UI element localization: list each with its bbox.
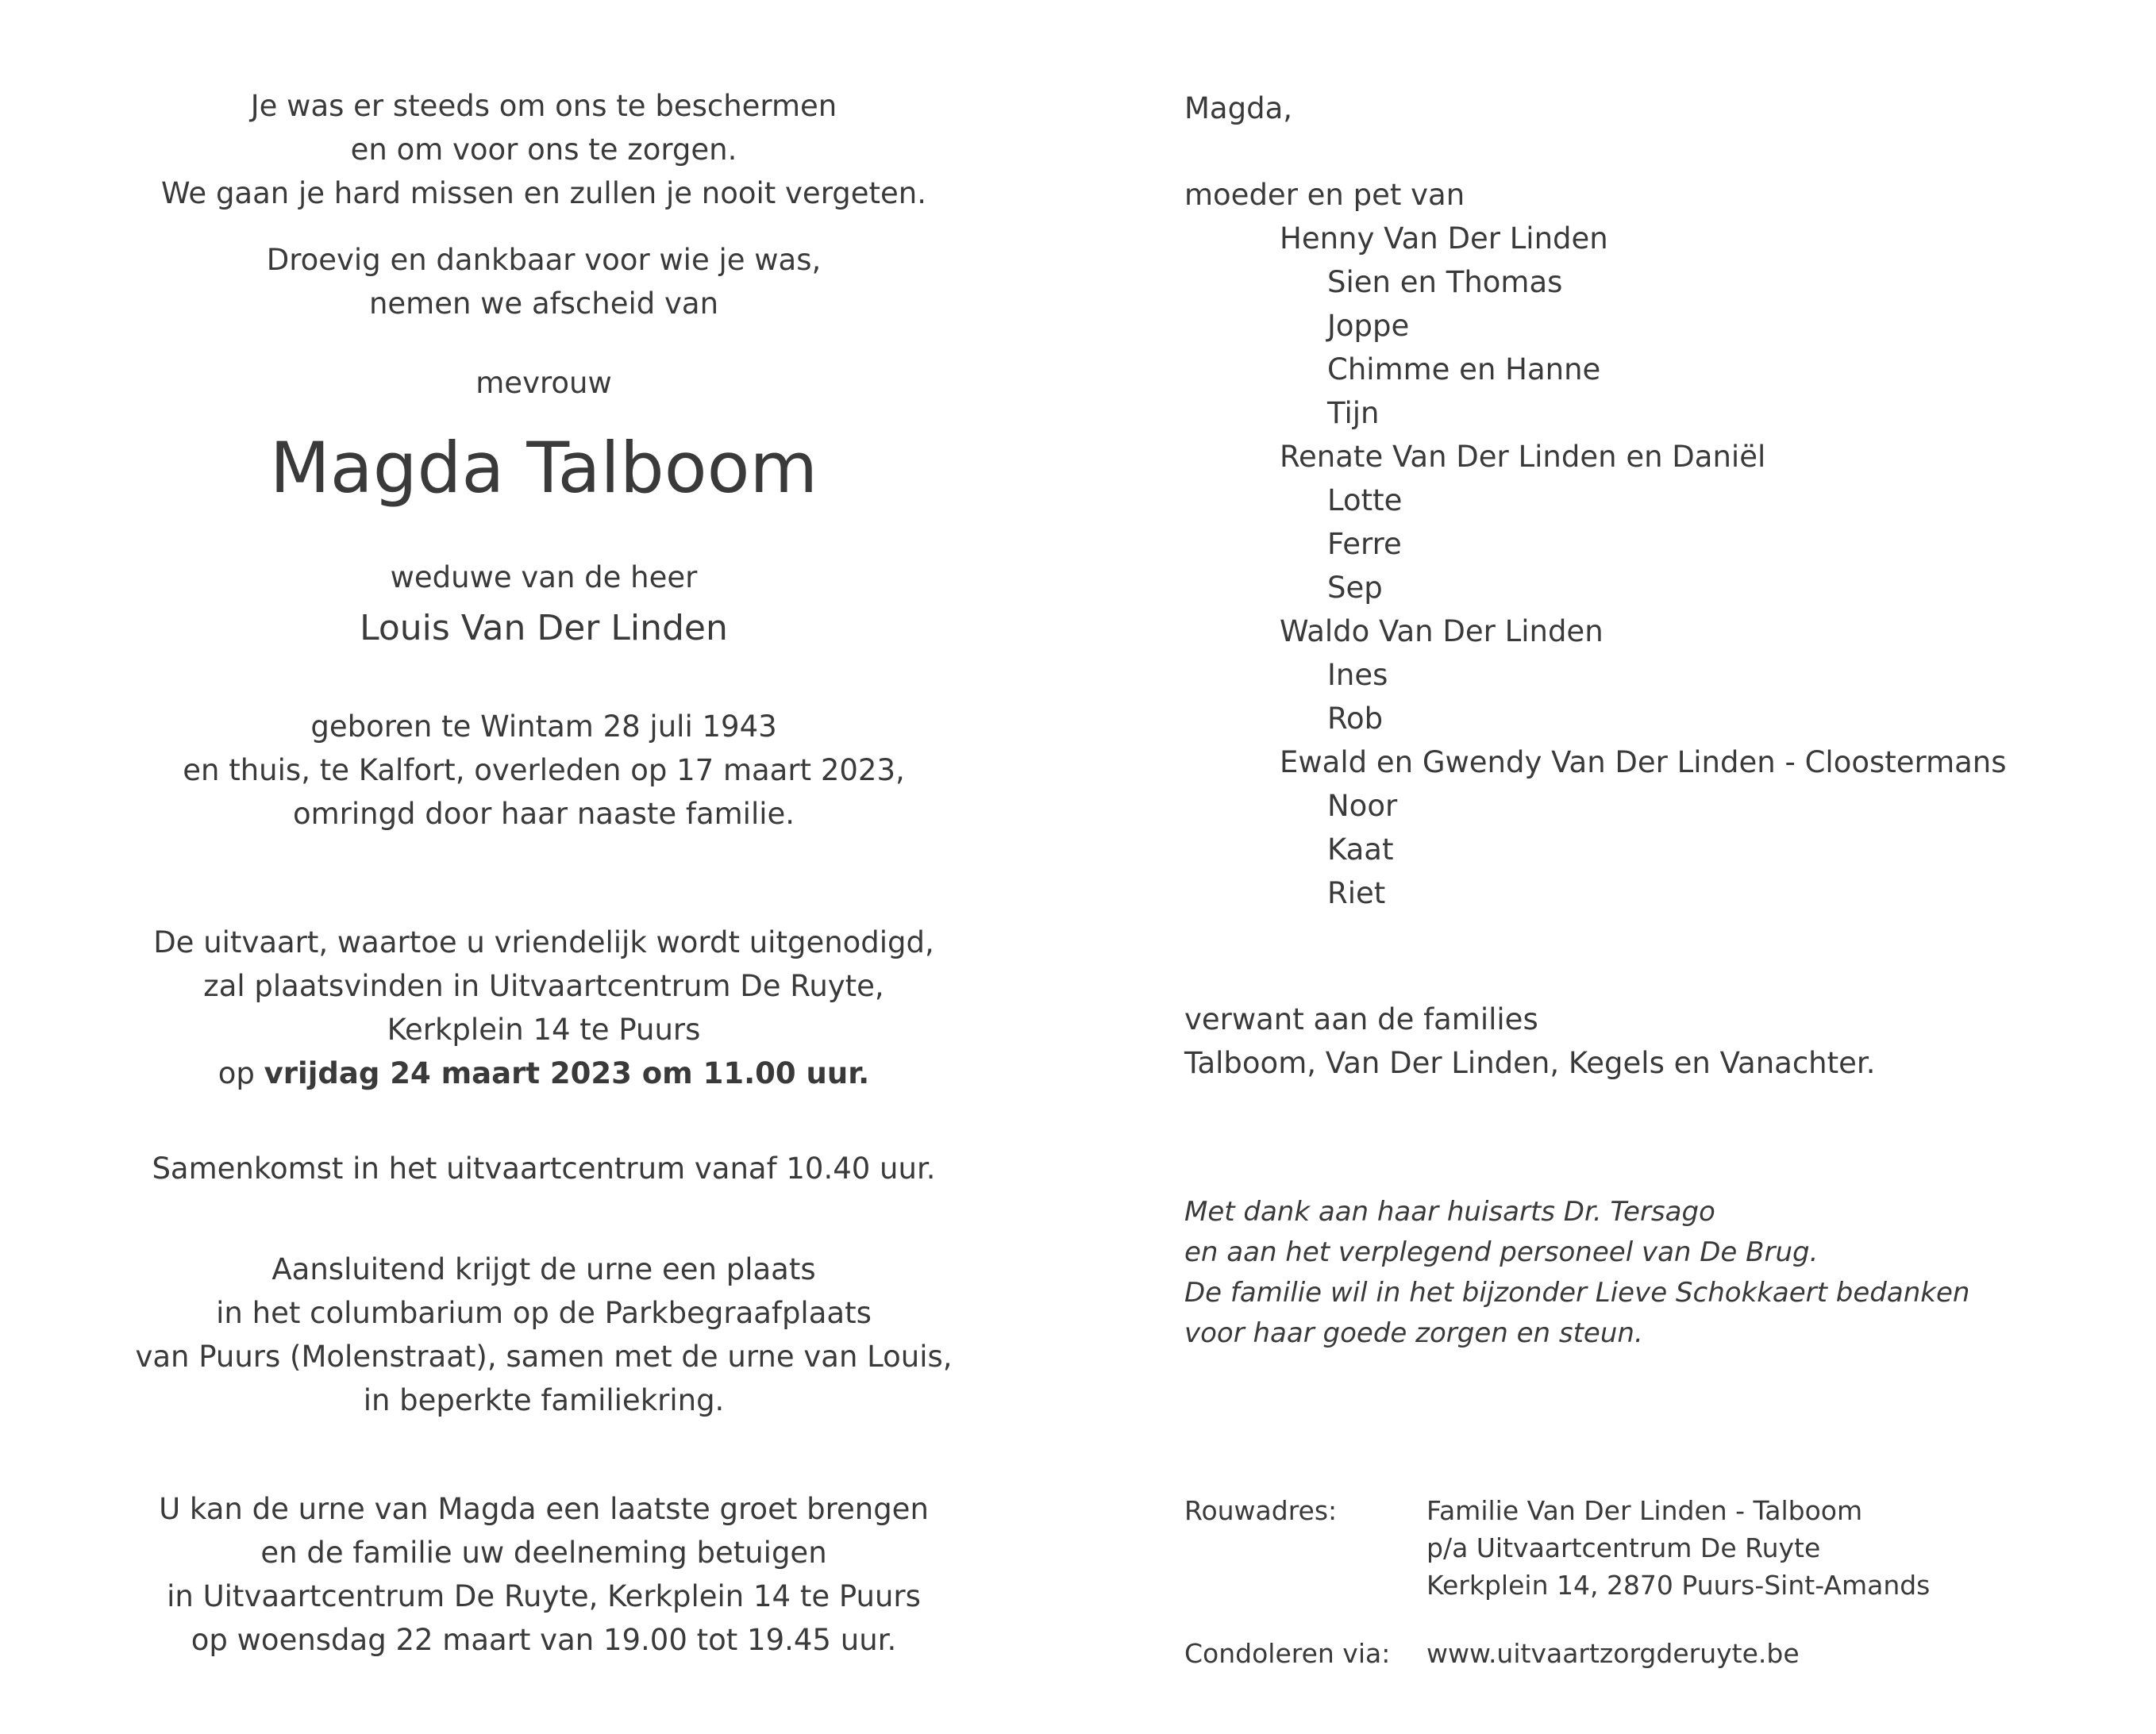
deceased-name: Magda Talboom <box>269 427 818 509</box>
birth-death-line: geboren te Wintam 28 juli 1943 <box>310 709 777 744</box>
birth-death-line: omringd door haar naaste familie. <box>292 797 795 831</box>
salutation: Magda, <box>1184 91 1293 125</box>
family-member-grandchild: Riet <box>1327 876 1386 910</box>
poem-line: We gaan je hard missen en zullen je nooit vergeten. <box>161 176 926 210</box>
funeral-info <box>0 921 1088 1095</box>
visit-line: en de familie uw deelneming betuigen <box>260 1536 827 1570</box>
farewell <box>0 238 1088 325</box>
family-member-grandchild: Rob <box>1327 702 1384 736</box>
family-member-grandchild: Joppe <box>1327 309 1410 343</box>
thanks-line: Met dank aan haar huisarts Dr. Tersago <box>1184 1196 1715 1228</box>
urn-line: van Puurs (Molenstraat), samen met de urne van Louis, <box>135 1340 953 1374</box>
family-member-child: Waldo Van Der Linden <box>1280 614 1604 648</box>
family-member-grandchild: Sien en Thomas <box>1327 265 1563 299</box>
family-section <box>1184 173 2007 915</box>
funeral-line: De uitvaart, waartoe u vriendelijk wordt uitgenodigd, <box>153 925 934 959</box>
thanks-line: De familie wil in het bijzonder Lieve Schokkaert bedanken <box>1184 1277 1970 1309</box>
mourning-address <box>1184 1492 1930 1604</box>
condolence <box>1184 1635 1800 1672</box>
thanks <box>1184 1192 1969 1354</box>
family-member-grandchild: Chimme en Hanne <box>1327 352 1601 386</box>
family-member-grandchild: Lotte <box>1327 483 1403 517</box>
visit-line: op woensdag 22 maart van 19.00 tot 19.45 uur. <box>191 1623 897 1657</box>
family-member-grandchild: Noor <box>1327 789 1398 823</box>
funeral-date-prefix: op <box>218 1056 255 1090</box>
thanks-line: voor haar goede zorgen en steun. <box>1184 1317 1643 1349</box>
relation-heading: moeder en pet van <box>1184 178 1465 212</box>
funeral-line: Kerkplein 14 te Puurs <box>387 1013 701 1047</box>
condolence-url[interactable]: www.uitvaartzorgderuyte.be <box>1426 1638 1800 1669</box>
poem-line: Je was er steeds om ons te beschermen <box>250 89 837 123</box>
family-member-grandchild: Sep <box>1327 571 1383 605</box>
honorific: mevrouw <box>475 366 612 400</box>
urn-info <box>0 1248 1088 1422</box>
gathering: Samenkomst in het uitvaartcentrum vanaf 10.40 uur. <box>152 1152 936 1186</box>
funeral-line: zal plaatsvinden in Uitvaartcentrum De Ruyte, <box>203 969 884 1003</box>
urn-line: in het columbarium op de Parkbegraafplaats <box>216 1296 872 1330</box>
farewell-line: nemen we afscheid van <box>368 286 719 321</box>
family-member-child: Ewald en Gwendy Van Der Linden - Cloostermans <box>1280 745 2007 779</box>
mourning-address-label: Rouwadres: <box>1184 1495 1338 1526</box>
birth-death-line: en thuis, te Kalfort, overleden op 17 maart 2023, <box>183 753 905 787</box>
birth-death <box>0 705 1088 836</box>
funeral-date-line <box>0 1052 1088 1095</box>
family-member-grandchild: Tijn <box>1327 396 1380 430</box>
spouse-name: Louis Van Der Linden <box>360 608 728 648</box>
visit-line: U kan de urne van Magda een laatste groet brengen <box>159 1492 929 1526</box>
mourning-address-line: Kerkplein 14, 2870 Puurs-Sint-Amands <box>1426 1570 1931 1601</box>
visit-line: in Uitvaartcentrum De Ruyte, Kerkplein 14 te Puurs <box>167 1579 921 1613</box>
urn-line: in beperkte familiekring. <box>363 1383 725 1417</box>
urn-line: Aansluitend krijgt de urne een plaats <box>271 1252 816 1286</box>
relatives <box>1184 998 1875 1085</box>
mourning-address-line: Familie Van Der Linden - Talboom <box>1426 1495 1863 1526</box>
visit-info <box>0 1487 1088 1662</box>
thanks-line: en aan het verplegend personeel van De Brug. <box>1184 1236 1819 1268</box>
family-member-child: Renate Van Der Linden en Daniël <box>1280 440 1766 474</box>
family-list <box>1184 217 2007 915</box>
relatives-line: Talboom, Van Der Linden, Kegels en Vanachter. <box>1184 1046 1876 1080</box>
condolence-label: Condoleren via: <box>1184 1638 1391 1669</box>
mourning-address-line: p/a Uitvaartcentrum De Ruyte <box>1426 1532 1821 1563</box>
poem-line: en om voor ons te zorgen. <box>350 133 737 167</box>
family-member-grandchild: Ferre <box>1327 527 1402 561</box>
poem <box>0 84 1088 215</box>
family-member-grandchild: Kaat <box>1327 832 1394 867</box>
right-column <box>1184 0 2137 1734</box>
family-member-grandchild: Ines <box>1327 658 1388 692</box>
relatives-line: verwant aan de families <box>1184 1002 1538 1036</box>
funeral-date: vrijdag 24 maart 2023 om 11.00 uur. <box>264 1056 870 1090</box>
widow-of: weduwe van de heer <box>390 560 698 594</box>
family-member-child: Henny Van Der Linden <box>1280 221 1608 256</box>
farewell-line: Droevig en dankbaar voor wie je was, <box>266 243 822 277</box>
